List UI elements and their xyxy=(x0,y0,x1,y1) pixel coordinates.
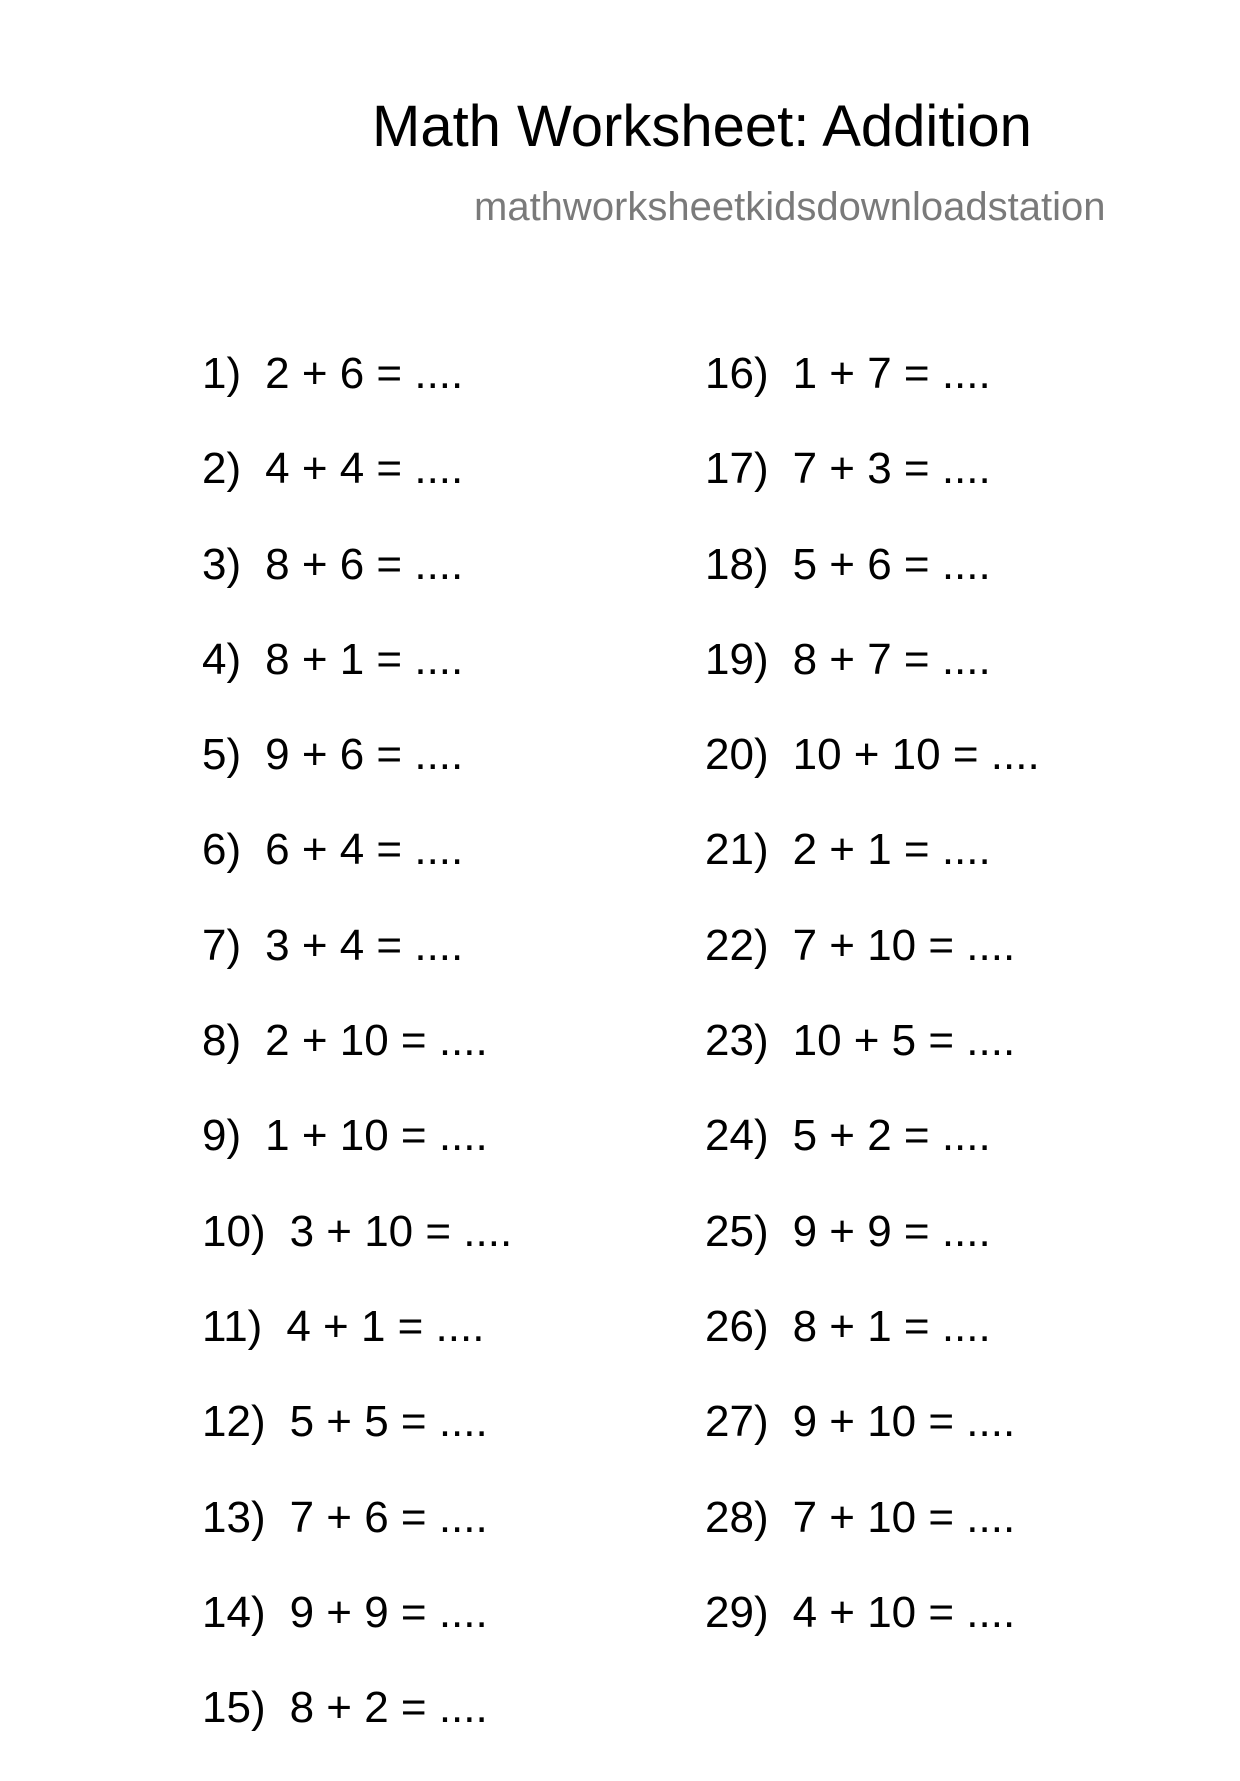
problem-number: 2) xyxy=(202,444,242,494)
problem-expression: 8 + 7 = .... xyxy=(792,634,991,684)
problem-9 xyxy=(202,1111,512,1209)
problem-expression: 8 + 1 = .... xyxy=(792,1301,991,1351)
problem-27 xyxy=(705,1397,1040,1495)
problem-expression: 5 + 5 = .... xyxy=(289,1397,488,1447)
problem-number: 14) xyxy=(202,1587,266,1637)
problem-number: 13) xyxy=(202,1492,266,1542)
problem-expression: 5 + 6 = .... xyxy=(792,539,991,589)
problem-3 xyxy=(202,539,512,638)
problem-expression: 7 + 3 = .... xyxy=(792,444,991,494)
problem-number: 15) xyxy=(202,1683,266,1733)
problem-23 xyxy=(705,1016,1040,1114)
problem-column-right xyxy=(705,349,1040,1686)
problem-expression: 4 + 10 = .... xyxy=(792,1587,1016,1637)
problem-1 xyxy=(202,349,512,447)
problem-10 xyxy=(202,1206,513,1305)
problem-16 xyxy=(705,349,1040,447)
problem-number: 28) xyxy=(705,1492,769,1542)
problem-expression: 7 + 6 = .... xyxy=(289,1492,488,1542)
problem-8 xyxy=(202,1016,512,1114)
problem-13 xyxy=(202,1492,512,1591)
problem-2 xyxy=(202,444,512,542)
problem-15 xyxy=(202,1683,512,1781)
problem-number: 19) xyxy=(705,634,769,684)
problem-number: 21) xyxy=(705,825,769,875)
problem-number: 17) xyxy=(705,444,769,494)
problem-expression: 9 + 6 = .... xyxy=(265,730,464,780)
problem-28 xyxy=(705,1492,1040,1591)
problem-expression: 2 + 1 = .... xyxy=(792,825,991,875)
problem-number: 26) xyxy=(705,1301,769,1351)
problem-expression: 9 + 9 = .... xyxy=(792,1206,991,1256)
problem-7 xyxy=(202,920,512,1019)
problem-expression: 6 + 4 = .... xyxy=(265,825,464,875)
problem-12 xyxy=(202,1397,512,1495)
problem-number: 5) xyxy=(202,730,242,780)
problem-21 xyxy=(705,825,1040,923)
problem-number: 27) xyxy=(705,1397,769,1447)
problem-expression: 5 + 2 = .... xyxy=(792,1111,991,1161)
problem-expression: 8 + 2 = .... xyxy=(289,1683,488,1733)
problem-14 xyxy=(202,1587,512,1686)
problem-17 xyxy=(705,444,1040,542)
page-title: Math Worksheet: Addition xyxy=(372,94,1032,159)
problem-expression: 2 + 6 = .... xyxy=(265,349,464,398)
problem-number: 25) xyxy=(705,1206,769,1256)
problem-expression: 7 + 10 = .... xyxy=(792,1492,1016,1542)
problem-expression: 10 + 5 = .... xyxy=(792,1016,1016,1066)
problem-expression: 8 + 6 = .... xyxy=(265,539,464,589)
problem-number: 23) xyxy=(705,1016,769,1066)
page-subtitle: mathworksheetkidsdownloadstation xyxy=(474,185,1106,229)
problem-number: 16) xyxy=(705,349,769,398)
problem-5 xyxy=(202,730,512,828)
problem-26 xyxy=(705,1301,1040,1400)
problem-number: 12) xyxy=(202,1397,266,1447)
problem-20 xyxy=(705,730,1040,828)
problem-number: 22) xyxy=(705,920,769,970)
problem-expression: 8 + 1 = .... xyxy=(265,634,464,684)
problem-expression: 1 + 7 = .... xyxy=(792,349,991,398)
problem-expression: 9 + 10 = .... xyxy=(792,1397,1016,1447)
problem-number: 6) xyxy=(202,825,242,875)
problem-number: 10) xyxy=(202,1206,266,1256)
problem-number: 9) xyxy=(202,1111,242,1161)
problem-number: 29) xyxy=(705,1587,769,1637)
problem-number: 7) xyxy=(202,920,242,970)
problem-number: 3) xyxy=(202,539,242,589)
problem-expression: 10 + 10 = .... xyxy=(792,730,1040,780)
problem-24 xyxy=(705,1111,1040,1209)
problem-expression: 2 + 10 = .... xyxy=(265,1016,488,1066)
problem-6 xyxy=(202,825,512,923)
problem-number: 8) xyxy=(202,1016,242,1066)
problem-11 xyxy=(202,1301,512,1400)
problem-expression: 4 + 4 = .... xyxy=(265,444,464,494)
problem-expression: 9 + 9 = .... xyxy=(289,1587,488,1637)
problem-number: 18) xyxy=(705,539,769,589)
problem-number: 20) xyxy=(705,730,769,780)
problem-column-left xyxy=(202,349,513,1781)
problem-number: 11) xyxy=(202,1301,263,1351)
problem-expression: 7 + 10 = .... xyxy=(792,920,1016,970)
problem-expression: 3 + 10 = .... xyxy=(289,1206,513,1256)
problem-4 xyxy=(202,634,512,733)
problem-29 xyxy=(705,1587,1040,1686)
problem-expression: 4 + 1 = .... xyxy=(286,1301,485,1351)
problem-19 xyxy=(705,634,1040,733)
problem-25 xyxy=(705,1206,1040,1305)
problem-number: 24) xyxy=(705,1111,769,1161)
problem-number: 1) xyxy=(202,349,242,398)
problem-22 xyxy=(705,920,1040,1019)
problem-18 xyxy=(705,539,1040,638)
problem-expression: 3 + 4 = .... xyxy=(265,920,464,970)
problem-expression: 1 + 10 = .... xyxy=(265,1111,488,1161)
problem-number: 4) xyxy=(202,634,242,684)
